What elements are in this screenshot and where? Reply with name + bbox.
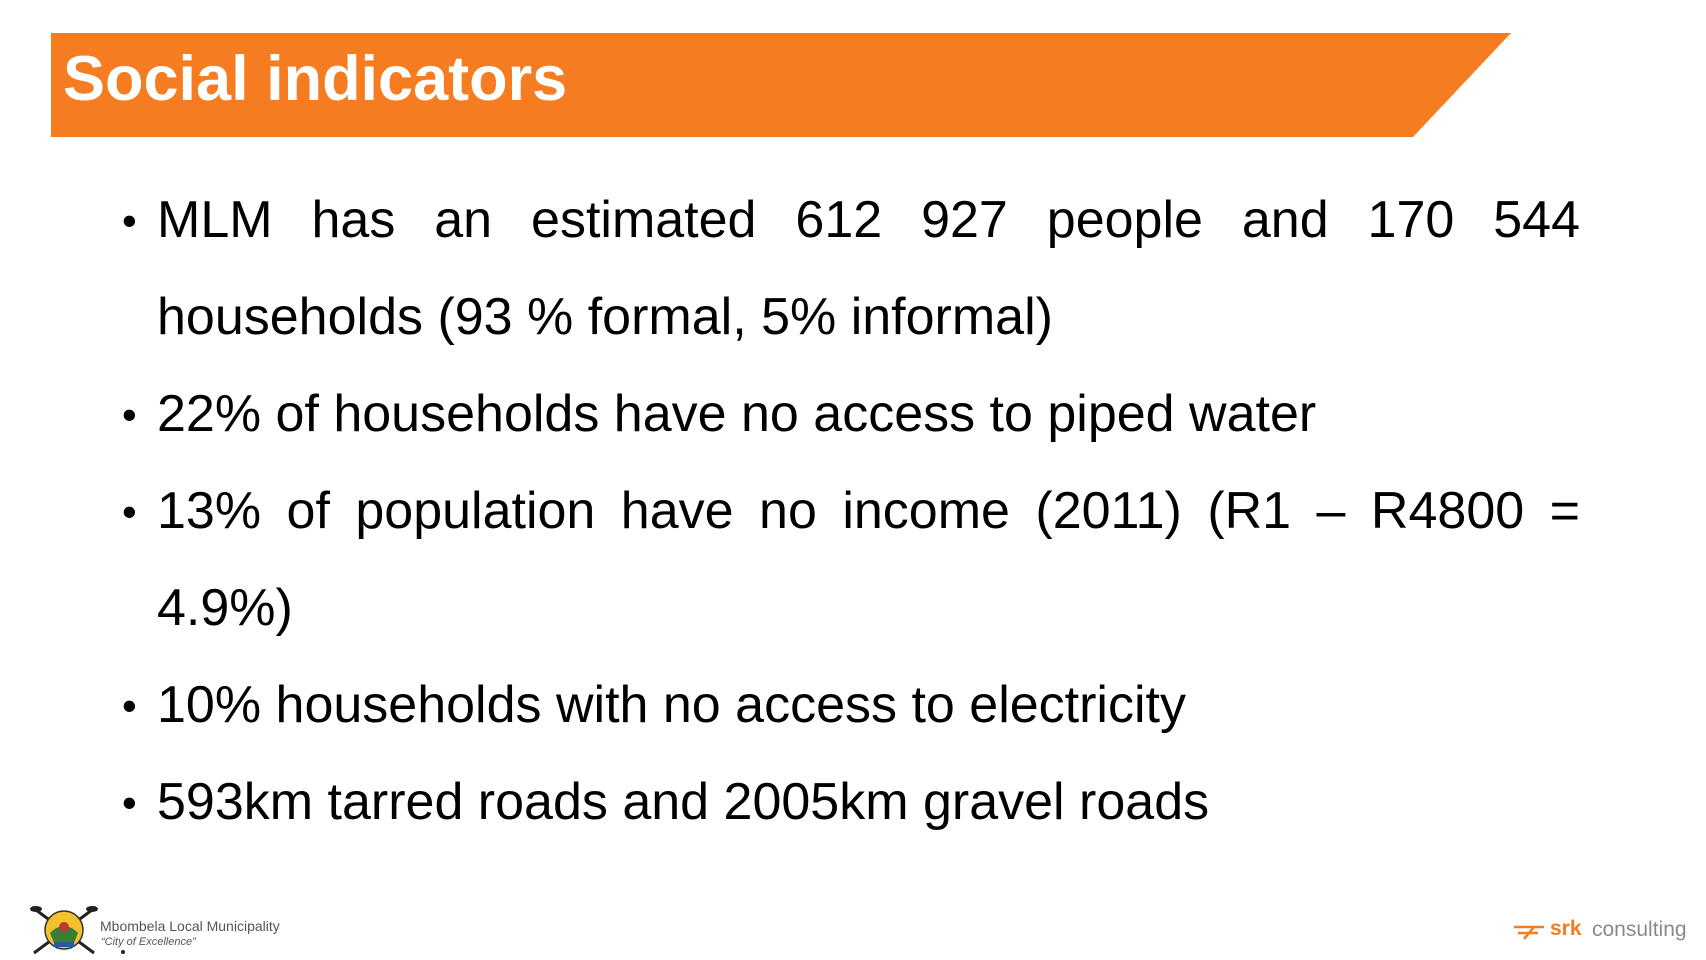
- bullet-marker: •: [122, 779, 137, 826]
- bullet-item: [120, 463, 1580, 657]
- consulting-text: consulting: [1592, 918, 1687, 941]
- stray-dot: [121, 950, 125, 954]
- title-banner: [51, 33, 1511, 137]
- municipality-motto: “City of Excellence”: [101, 936, 196, 948]
- bullet-item: [120, 657, 1580, 754]
- municipality-name: Mbombela Local Municipality: [100, 918, 280, 934]
- bullet-marker: •: [122, 682, 137, 729]
- bullet-list: [120, 172, 1580, 851]
- municipality-emblem-icon: [30, 903, 98, 957]
- bullet-text: 13% of population have no income (2011) (R1 – R4800 = 4.9%): [157, 482, 1580, 637]
- bullet-item: [120, 172, 1580, 366]
- bullet-text: 10% households with no access to electricity: [157, 676, 1186, 734]
- slide-title: Social indicators: [63, 44, 568, 114]
- bullet-text: MLM has an estimated 612 927 people and 170 544 households (93 % formal, 5% informal): [157, 191, 1580, 346]
- bullet-marker: •: [122, 391, 137, 438]
- bullet-text: 22% of households have no access to piped water: [157, 385, 1317, 443]
- bullet-marker: •: [122, 197, 137, 244]
- bullet-item: [120, 366, 1580, 463]
- bullet-marker: •: [122, 488, 137, 535]
- srk-lines-icon: [1512, 923, 1546, 941]
- srk-brand-text: srk: [1550, 917, 1582, 940]
- bullet-text: 593km tarred roads and 2005km gravel roads: [157, 773, 1210, 831]
- municipality-logo: [30, 903, 330, 957]
- bullet-item: [120, 754, 1580, 851]
- srk-logo: [1512, 917, 1702, 947]
